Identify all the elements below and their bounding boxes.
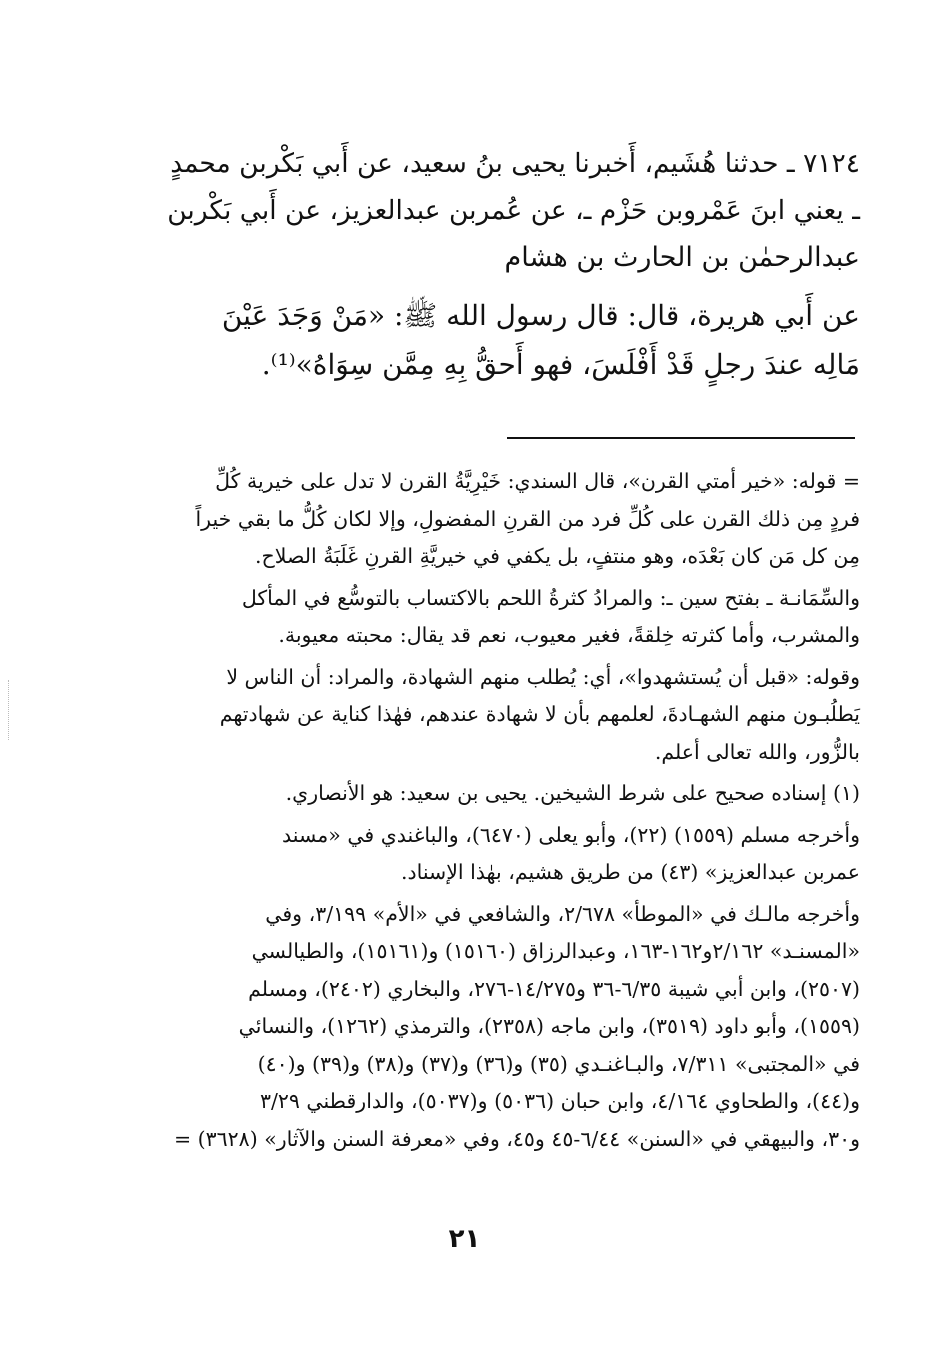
footnotes <box>160 463 860 1158</box>
hadith-matn-paragraph <box>160 291 860 389</box>
footnote-paragraph <box>160 817 860 892</box>
hadith-line: ـ يعني ابنَ عَمْروبن حَزْم ـ، عن عُمربن عبدالعزيز، عن أَبي بَكْربن <box>167 195 860 226</box>
hadith-text <box>160 140 860 389</box>
footnote-paragraph <box>160 659 860 772</box>
hadith-line: عبدالرحمٰن بن الحارث بن هشام <box>504 242 860 273</box>
footnote-line: يَطلُبـون منهم الشهـادةَ، لعلمهم بأن لا شهادة عندهم، فهٰذا كناية عن شهادتهم <box>219 702 860 726</box>
footnote-paragraph <box>160 775 860 813</box>
footnote-line: (١٥٥٩)، وأبو داود (٣٥١٩)، وابن ماجه (٢٣٥٨)، والترمذي (١٢٦٢)، والنسائي <box>238 1014 860 1038</box>
footnote-line: مِن كل مَن كان بَعْدَه، وهو منتفٍ، بل يكفي في خيريَّةِ القرنِ غَلَبَةُ الصلاح. <box>255 544 860 568</box>
hadith-line: عن أَبي هريرة، قال: قال رسول الله ﷺ: «مَنْ وَجَدَ عَيْنَ <box>221 299 860 332</box>
hadith-isnad-paragraph <box>160 140 860 281</box>
footnote-paragraph <box>160 580 860 655</box>
footnote-line: فردٍ مِن ذلك القرن على كُلِّ فرد من القرنِ المفضولِ، وإلا لكان كُلُّ ما بقي خيراً <box>195 506 860 531</box>
footnote-line: وأخرجه مالـك في «الموطأ» ٢/٦٧٨، والشافعي في «الأم» ٣/١٩٩، وفي <box>265 901 860 926</box>
hadith-line: مَالِه عندَ رجلٍ قَدْ أَفْلَسَ، فهو أَحقُّ بِهِ مِمَّن سِوَاهُ»⁽¹⁾. <box>261 348 860 381</box>
page-number: ٢١ <box>448 1224 481 1254</box>
footnote-line: عمربن عبدالعزيز» (٤٣) من طريق هشيم، بهٰذا الإسناد. <box>400 860 860 884</box>
footnote-line: «المسنـد» ٢/١٦٢و١٦٢-١٦٣، وعبدالرزاق (١٥١٦٠) و(١٥١٦١)، والطيالسي <box>251 939 860 963</box>
footnote-line: والمشرب، وأما كثرته خِلقةً، فغير معيوب، نعم قد يقال: محبته معيوبة. <box>278 623 860 647</box>
footnote-line: وقوله: «قبل أن يُستشهدوا»، أي: يُطلب منهم الشهادة، والمراد: أن الناس لا <box>226 664 860 689</box>
footnote-line: بالزُّور، والله تعالى أعلم. <box>654 739 860 764</box>
hadith-line: ٧١٢٤ ـ حدثنا هُشَيم، أَخبرنا يحيى بنُ سعيد، عن أَبي بَكْربن محمدٍ <box>170 148 860 179</box>
footnote-line: و(٤٤)، والطحاوي ٤/١٦٤، وابن حبان (٥٠٣٦) و(٥٠٣٧)، والدارقطني ٣/٢٩ <box>259 1089 860 1113</box>
footnote-line: و٣٠، والبيهقي في «السنن» ٦/٤٤-٤٥ و٤٥، وفي «معرفة السنن والآثار» (٣٦٢٨) = <box>173 1126 860 1151</box>
footnote-line: (١) إسناده صحيح على شرط الشيخين. يحيى بن سعيد: هو الأنصاري. <box>285 781 860 805</box>
footnote-line: وأخرجه مسلم (١٥٥٩) (٢٢)، وأبو يعلى (٦٤٧٠)، والباغندي في «مسند <box>282 822 860 847</box>
footnote-paragraph <box>160 896 860 1159</box>
footnote-line: في «المجتبى» ٧/٣١١، والبـاغنـدي (٣٥) و(٣٦) و(٣٧) و(٣٨) و(٣٩) و(٤٠) <box>257 1051 860 1076</box>
footnote-paragraph <box>160 463 860 576</box>
footnote-line: (٢٥٠٧)، وابن أبي شيبة ٦/٣٥-٣٦ و١٤/٢٧٥-٢٧٦، والبخاري (٢٤٠٢)، ومسلم <box>248 976 860 1001</box>
footnote-line: = قوله: «خير أمتي القرن»، قال السندي: خَيْرِيَّةُ القرن لا تدل على خيرية كُلِّ <box>215 469 860 493</box>
scan-margin-mark <box>8 680 10 740</box>
footnote-line: والسِّمَانـة ـ بفتح سين ـ: والمرادُ كثرةُ اللحم بالاكتساب بالتوسُّع في المأكل <box>241 585 860 610</box>
footnote-separator <box>507 437 855 439</box>
